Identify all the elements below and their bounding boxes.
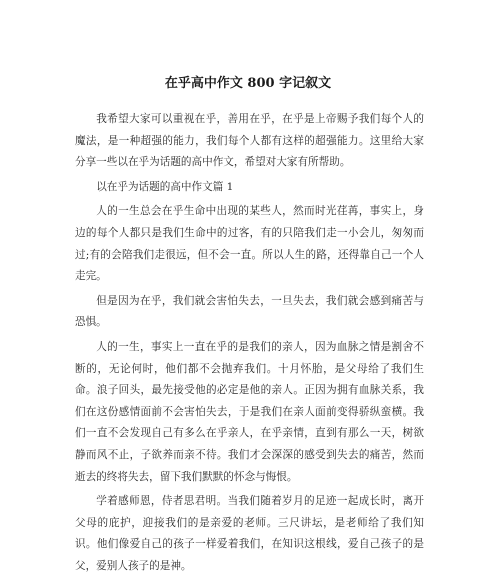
paragraph-heading: 以在乎为话题的高中作文篇 1 bbox=[96, 180, 234, 193]
paragraph: 学着感师恩，侍者思君明。当我们随着岁月的足迹一起成长时，离开父母的庇护，迎接我们的是亲爱的老师。三尺讲坛，是老师给了我们知识。他们像爱自己的孩子一样爱着我们，在知识这根线，爱自己孩子的是父，爱别人孩子的是神。 bbox=[75, 495, 424, 572]
document-title: 在乎高中作文 800 字记叙文 bbox=[164, 76, 332, 91]
paragraph: 但是因为在乎，我们就会害怕失去，一旦失去，我们就会感到痛苦与恐惧。 bbox=[75, 294, 424, 329]
paragraph: 人的一生，事实上一直在乎的是我们的亲人，因为血脉之情是割舍不断的，无论何时，他们都不会抛弃我们。十月怀胎，是父母给了我们生命。浪子回头，最先接受他的必定是他的亲人。正因为拥有血脉关系，我们在这份感情面前不会害怕失去，于是我们在亲人面前变得骄纵蛮横。我们一直不会发现自己有多么在乎亲人，在乎亲情，直到有那么一天，树欲静而风不止，子欲养而亲不待。我们才会深深的感受到失去的痛苦，然而逝去的终将失去，留下我们默默的怀念与悔恨。 bbox=[75, 340, 424, 483]
document-body bbox=[75, 109, 424, 580]
paragraph-intro: 我希望大家可以重视在乎，善用在乎，在乎是上帝赐予我们每个人的魔法，是一种超强的能力，我们每个人都有这样的超强能力。这里给大家分享一些以在乎为话题的高中作文，希望对大家有所帮助。 bbox=[75, 113, 424, 169]
paragraph: 人的一生总会在乎生命中出现的某些人，然而时光荏苒，事实上，身边的每个人都只是我们生命中的过客，有的只陪我们走一小会儿，匆匆而过;有的会陪我们走很远，但不会一直。所以人生的路，还得靠自己一个人走完。 bbox=[75, 205, 424, 283]
